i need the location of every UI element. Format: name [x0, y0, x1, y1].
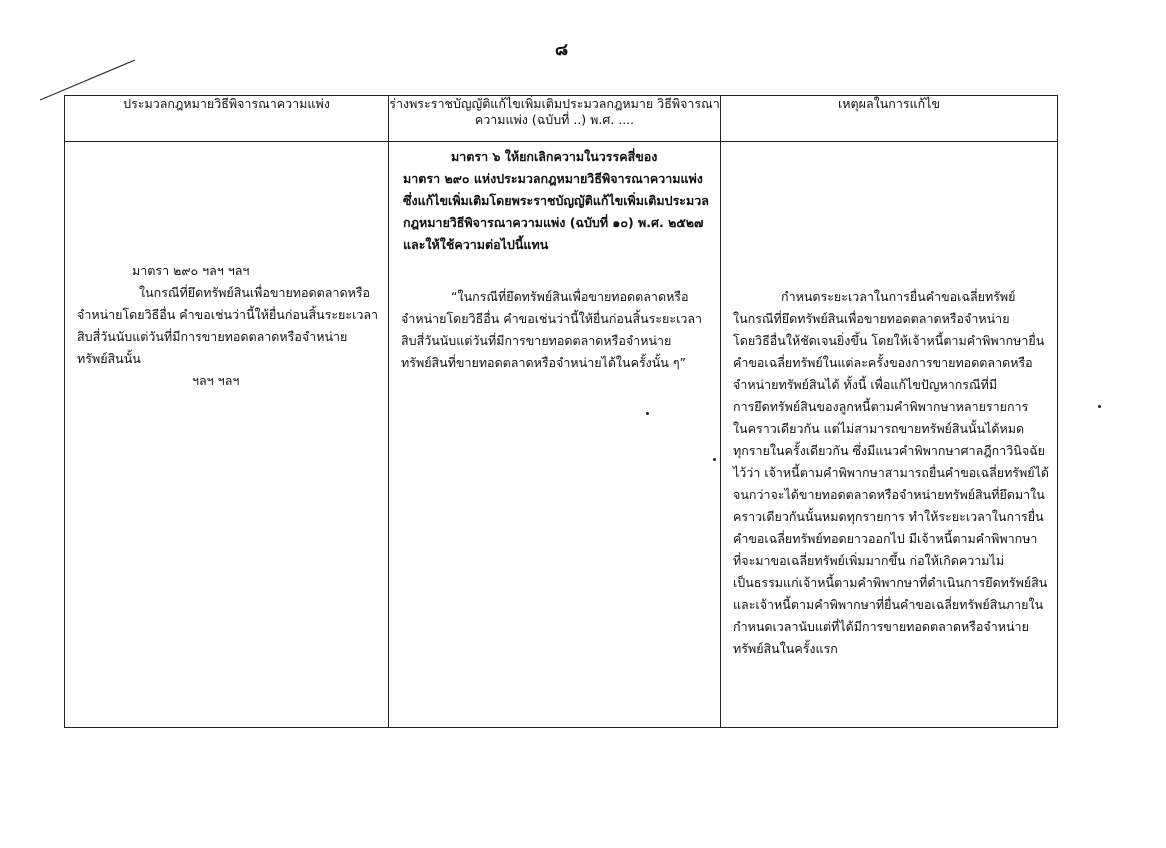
reasons-text: [733, 286, 1049, 660]
text-line: จำหน่ายทรัพย์สินได้ ทั้งนี้ เพื่อแก้ไขปัญหากรณีที่มี: [733, 377, 998, 392]
text-line: ทรัพย์สินในครั้งแรก: [733, 641, 838, 656]
current-law-text: [77, 260, 378, 392]
text-line: กำหนดระยะเวลาในการยื่นคำขอเฉลี่ยทรัพย์: [781, 289, 1016, 304]
text-line: ในกรณีที่ยึดทรัพย์สินเพื่อขายทอดตลาดหรือ: [139, 285, 371, 300]
text-line: คำขอเฉลี่ยทรัพย์ทอดยาวออกไป มีเจ้าหนี้ตามคำพิพากษา: [733, 531, 1038, 546]
cell-draft-law: [389, 142, 721, 728]
table-body-row: [65, 142, 1058, 728]
text-line: มาตรา ๒๙๐ ฯลฯ ฯลฯ: [132, 263, 250, 278]
text-line: คราวเดียวกันนั้นหมดทุกรายการ ทำให้ระยะเวลาในการยื่น: [733, 509, 1044, 524]
header-reasons: เหตุผลในการแก้ไข: [721, 96, 1058, 142]
text-line: ซึ่งแก้ไขเพิ่มเติมโดยพระราชบัญญัติแก้ไขเพิ่มเติมประมวล: [403, 193, 709, 208]
text-line: กำหนดเวลานับแต่ที่ได้มีการขายทอดตลาดหรือจำหน่าย: [733, 619, 1029, 634]
text-line: โดยวิธีอื่นให้ชัดเจนยิ่งขึ้น โดยให้เจ้าหนี้ตามคำพิพากษายื่น: [733, 333, 1045, 348]
header-current-law: ประมวลกฎหมายวิธีพิจารณาความแพ่ง: [65, 96, 389, 142]
text-line: สิบสี่วันนับแต่วันที่มีการขายทอดตลาดหรือจำหน่าย: [77, 329, 348, 344]
header-draft-law: ร่างพระราชบัญญัติแก้ไขเพิ่มเติมประมวลกฎหมาย วิธีพิจารณาความแพ่ง (ฉบับที่ ..) พ.ศ. ....: [389, 96, 721, 142]
text-line: จนกว่าจะได้ขายทอดตลาดหรือจำหน่ายทรัพย์สินที่ยึดมาใน: [733, 487, 1045, 502]
table-header-row: [65, 96, 1058, 142]
text-line: ทรัพย์สินนั้น: [77, 351, 141, 366]
page-number: ๘: [555, 40, 569, 60]
text-line: ในกรณีที่ยึดทรัพย์สินเพื่อขายทอดตลาดหรือจำหน่าย: [733, 311, 1010, 326]
text-line: “ในกรณีที่ยึดทรัพย์สินเพื่อขายทอดตลาดหรือ: [451, 289, 689, 304]
text-line: ในคราวเดียวกัน แต่ไม่สามารถขายทรัพย์สินนั้นได้หมด: [733, 421, 1025, 436]
text-line: มาตรา ๖ ให้ยกเลิกความในวรรคสี่ของ: [451, 149, 658, 164]
text-line: ทุกรายในครั้งเดียวกัน ซึ่งมีแนวคำพิพากษาศาลฎีกาวินิจฉัย: [733, 443, 1045, 458]
cell-current-law: [65, 142, 389, 728]
text-line: กฎหมายวิธีพิจารณาความแพ่ง (ฉบับที่ ๑๐) พ.ศ. ๒๕๒๗: [403, 215, 704, 230]
scan-speck: [646, 412, 649, 415]
text-line: สิบสี่วันนับแต่วันที่มีการขายทอดตลาดหรือจำหน่าย: [401, 333, 672, 348]
text-line: จำหน่ายโดยวิธีอื่น คำขอเช่นว่านี้ให้ยื่นก่อนสิ้นระยะเวลา: [77, 307, 379, 322]
text-line: ไว้ว่า เจ้าหนี้ตามคำพิพากษาสามารถยื่นคำขอเฉลี่ยทรัพย์ได้: [733, 465, 1049, 480]
text-line: ทรัพย์สินที่ขายทอดตลาดหรือจำหน่ายได้ในครั้งนั้น ๆ”: [401, 355, 687, 370]
text-line: จำหน่ายโดยวิธีอื่น คำขอเช่นว่านี้ให้ยื่นก่อนสิ้นระยะเวลา: [401, 311, 703, 326]
draft-law-quote: [401, 286, 702, 374]
text-line: คำขอเฉลี่ยทรัพย์ในแต่ละครั้งของการขายทอดตลาดหรือ: [733, 355, 1033, 370]
text-line: ที่จะมาขอเฉลี่ยทรัพย์เพิ่มมากขึ้น ก่อให้เกิดความไม่: [733, 553, 1005, 568]
scan-speck: [1098, 405, 1101, 408]
draft-law-intro: [403, 146, 709, 256]
text-line: ฯลฯ ฯลฯ: [192, 373, 240, 388]
text-line: และให้ใช้ความต่อไปนี้แทน: [403, 237, 549, 252]
comparison-table: [64, 95, 1058, 728]
cell-reasons: [721, 142, 1058, 728]
text-line: การยึดทรัพย์สินของลูกหนี้ตามคำพิพากษาหลายรายการ: [733, 399, 1029, 414]
text-line: มาตรา ๒๙๐ แห่งประมวลกฎหมายวิธีพิจารณาความแพ่ง: [403, 171, 703, 186]
scan-speck: [713, 458, 716, 461]
text-line: เป็นธรรมแก่เจ้าหนี้ตามคำพิพากษาที่ดำเนินการยึดทรัพย์สิน: [733, 575, 1048, 590]
text-line: และเจ้าหนี้ตามคำพิพากษาที่ยื่นคำขอเฉลี่ยทรัพย์สินภายใน: [733, 597, 1044, 612]
